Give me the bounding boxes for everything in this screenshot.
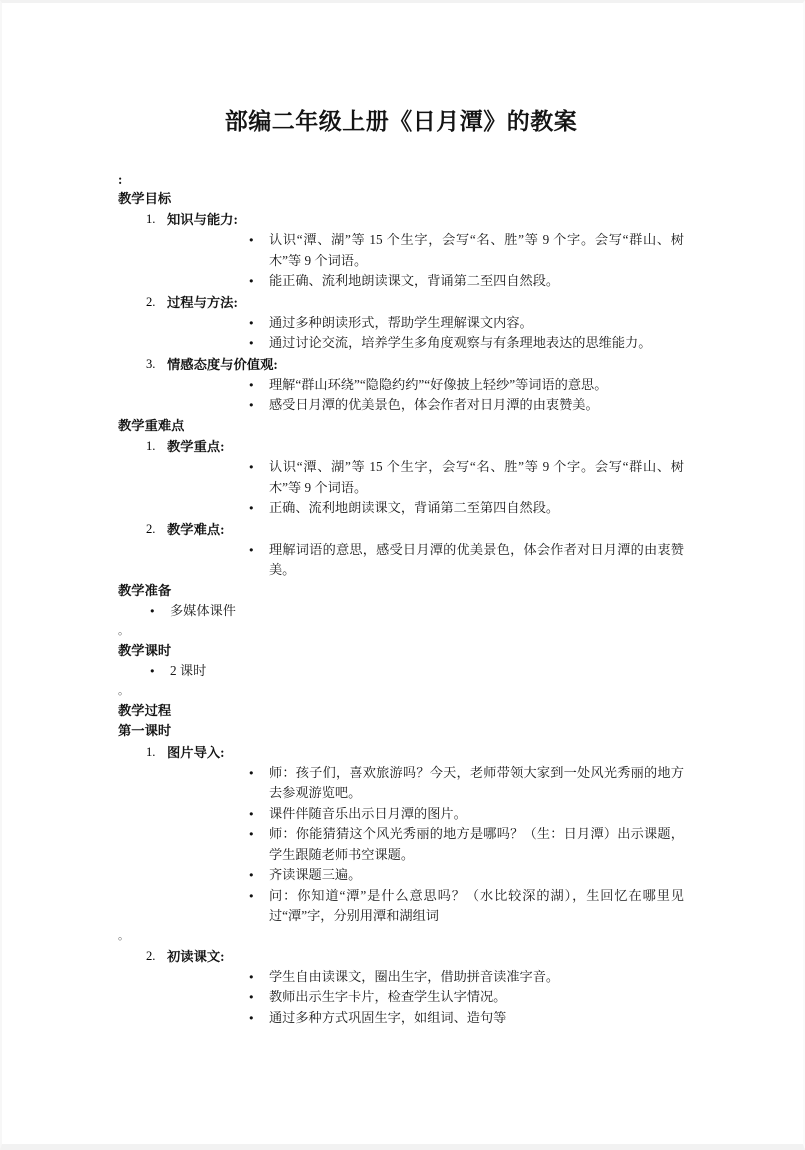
objectives-list bbox=[118, 209, 684, 416]
sub-bullet-list bbox=[167, 540, 684, 581]
stray-period-mark: 。 bbox=[118, 929, 129, 942]
list-item-label: 情感态度与价值观: bbox=[167, 356, 278, 372]
list-item: ● 课件伴随音乐出示日月潭的图片。 bbox=[167, 804, 684, 825]
list-number: 1. bbox=[146, 439, 156, 454]
list-item: ● 齐读课题三遍。 bbox=[167, 865, 684, 886]
sub-bullet-list bbox=[167, 457, 684, 519]
section-heading-key-points: 教学重难点 bbox=[118, 417, 185, 433]
list-number: 3. bbox=[146, 356, 156, 371]
sub-bullet-list bbox=[167, 313, 684, 354]
stray-period-mark: 。 bbox=[118, 624, 129, 637]
list-item-label: 初读课文: bbox=[167, 948, 225, 964]
periods-list bbox=[118, 661, 684, 682]
subheading-first-period: 第一课时 bbox=[118, 723, 172, 739]
preparation-list bbox=[118, 601, 684, 622]
stray-period-mark: 。 bbox=[118, 684, 129, 697]
list-item: ● 多媒体课件 bbox=[118, 601, 684, 622]
list-number: 1. bbox=[146, 744, 156, 759]
list-item-label: 教学难点: bbox=[167, 521, 225, 537]
list-item bbox=[118, 742, 684, 927]
list-item-label: 图片导入: bbox=[167, 744, 225, 760]
list-item: ● 师：你能猜猜这个风光秀丽的地方是哪吗？（生：日月潭）出示课题，学生跟随老师书空课题。 bbox=[167, 824, 684, 865]
list-item-label: 过程与方法: bbox=[167, 294, 238, 310]
list-item: ● 认识“潭、湖”等 15 个生字，会写“名、胜”等 9 个字。会写“群山、树木”等 9 个词语。 bbox=[167, 457, 684, 498]
list-item: ● 2 课时 bbox=[118, 661, 684, 682]
list-item: ● 能正确、流利地朗读课文，背诵第二至四自然段。 bbox=[167, 271, 684, 292]
list-item: ● 师：孩子们，喜欢旅游吗？今天，老师带领大家到一处风光秀丽的地方去参观游览吧。 bbox=[167, 763, 684, 804]
list-item-label: 知识与能力: bbox=[167, 212, 238, 228]
section-heading-preparation: 教学准备 bbox=[118, 582, 172, 598]
list-item: ● 正确、流利地朗读课文，背诵第二至第四自然段。 bbox=[167, 498, 684, 519]
list-item: ● 认识“潭、湖”等 15 个生字，会写“名、胜”等 9 个字。会写“群山、树木”等 9 个词语。 bbox=[167, 230, 684, 271]
list-item bbox=[118, 946, 684, 1029]
sub-bullet-list bbox=[167, 230, 684, 292]
list-item: ● 理解“群山环绕”“隐隐约约”“好像披上轻纱”等词语的意思。 bbox=[167, 375, 684, 396]
sub-bullet-list bbox=[167, 763, 684, 927]
document-content bbox=[118, 3, 684, 1028]
list-number: 2. bbox=[146, 948, 156, 963]
list-item: ● 通过讨论交流，培养学生多角度观察与有条理地表达的思维能力。 bbox=[167, 333, 684, 354]
process-list-continued bbox=[118, 946, 684, 1029]
sub-bullet-list bbox=[167, 967, 684, 1029]
list-item: ● 通过多种朗读形式，帮助学生理解课文内容。 bbox=[167, 313, 684, 334]
list-item: ● 感受日月潭的优美景色，体会作者对日月潭的由衷赞美。 bbox=[167, 395, 684, 416]
list-item: ● 通过多种方式巩固生字，如组词、造句等 bbox=[167, 1008, 684, 1029]
lead-colon: : bbox=[118, 171, 123, 187]
list-number: 2. bbox=[146, 521, 156, 536]
section-heading-process: 教学过程 bbox=[118, 702, 172, 718]
process-list bbox=[118, 742, 684, 927]
page-title: 部编二年级上册《日月潭》的教案 bbox=[224, 109, 578, 134]
list-item bbox=[118, 436, 684, 519]
list-number: 1. bbox=[146, 212, 156, 227]
section-heading-periods: 教学课时 bbox=[118, 642, 172, 658]
list-item: ● 理解词语的意思，感受日月潭的优美景色，体会作者对日月潭的由衷赞美。 bbox=[167, 540, 684, 581]
list-item bbox=[118, 209, 684, 292]
section-heading-objectives: 教学目标 bbox=[118, 190, 172, 206]
list-item bbox=[118, 519, 684, 581]
list-item: ● 问：你知道“潭”是什么意思吗？（水比较深的湖），生回忆在哪里见过“潭”字，分别用潭和湖组词 bbox=[167, 886, 684, 927]
sub-bullet-list bbox=[167, 375, 684, 416]
key-points-list bbox=[118, 436, 684, 581]
list-item-label: 教学重点: bbox=[167, 439, 225, 455]
list-item bbox=[118, 354, 684, 416]
list-number: 2. bbox=[146, 294, 156, 309]
list-item: ● 教师出示生字卡片，检查学生认字情况。 bbox=[167, 987, 684, 1008]
list-item bbox=[118, 292, 684, 354]
list-item: ● 学生自由读课文，圈出生字，借助拼音读准字音。 bbox=[167, 967, 684, 988]
